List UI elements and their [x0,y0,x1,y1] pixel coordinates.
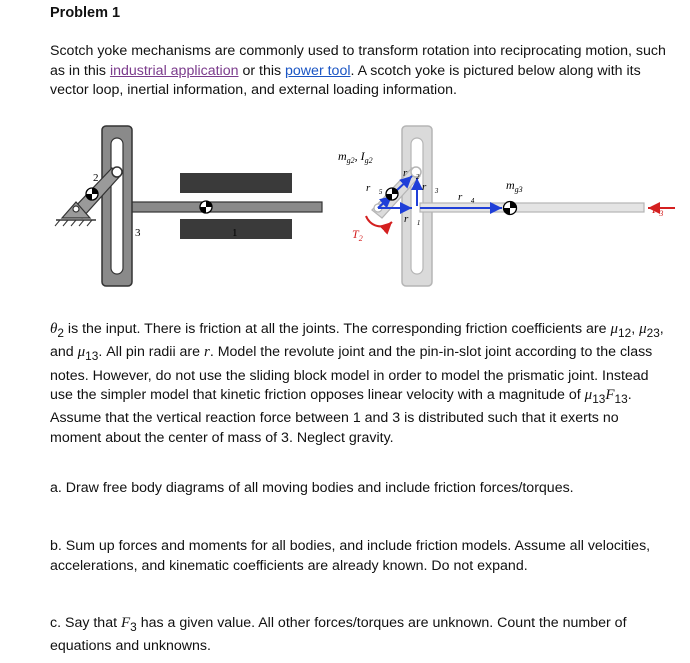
statement-text-2: , [631,321,636,337]
force-symbol: F [605,387,615,404]
label-vector-r1: $r⃗_1$ [404,213,421,227]
mu-symbol: μ [584,387,593,404]
label-link-2: 2 [93,172,99,184]
power-tool-link[interactable]: power tool [285,62,351,79]
question-c [50,614,670,657]
intro-text-3: . A scotch yoke is pictured below along with its vector loop, inertial information, and external loading information. [50,62,641,98]
f13-subscript: 13 [614,391,628,406]
radius-symbol: r [204,344,210,361]
yoke-slot [111,138,123,274]
crank-mass-center-icon [86,188,98,200]
label-force: $F_3$ [652,202,664,218]
slider-mass-center-icon [200,201,212,213]
torque-arrow [366,216,392,226]
label-vector-r4: $r⃗_4$ [458,191,475,205]
question-c-text-2: has a given value. All other forces/torques are unknown. Count the number of equations and unknowns. [50,615,627,655]
label-mass-inertia-2: $m_{g2}$, $I_{g2}$ [338,149,373,165]
intro-text-1: Scotch yoke mechanisms are commonly used to transform rotation into reciprocating motion, such as in this [50,43,666,79]
mu-symbol: μ [639,321,647,337]
mu12-subscript: 12 [618,325,632,340]
scotch-yoke-figure [40,118,680,313]
label-vector-r5: $r⃗_5$ [366,182,383,196]
f3-subscript: 3 [130,619,137,634]
crank-mass-center-icon-right [386,188,398,200]
slider-mass-center-icon-right [504,202,517,215]
slider-rod [122,202,322,212]
label-mass-3: $m_{g3}$ [506,178,523,194]
mu13-friction-subscript: 13 [592,391,606,406]
question-c-text-1: c. Say that [50,615,121,631]
problem-statement [50,320,670,448]
label-link-3: 3 [135,227,141,239]
label-vector-r2: $r⃗_2$ [403,167,420,181]
statement-text-4: . All pin radii are [98,344,204,361]
label-link-1: 1 [232,227,238,239]
statement-text-5: . Model the revolute joint and the pin-in-slot joint according to the class notes. However, do not use the sliding block model in order to model the prismatic joint. Instead use the simpler model that kinetic friction opposes linear velocity with a magnitude of [50,344,653,404]
label-vector-r3: $r⃗_3$ [422,181,439,195]
industrial-application-link[interactable]: industrial application [109,62,239,79]
label-torque: $T_2$ [352,227,363,243]
ground-guide-top [180,173,292,193]
statement-text-6: . Assume that the vertical reaction force between 1 and 3 is distributed such that it exerts no moment about the center of mass of 3. Neglect gravity. [50,387,632,446]
question-b: b. Sum up forces and moments for all bodies, and include friction models. Assume all velocities, accelerations, and kinematic coefficients are already known. Do not expand. [50,538,651,574]
theta-symbol: θ [50,321,58,337]
mu23-subscript: 23 [646,325,660,340]
statement-text-3: , and [50,321,664,361]
problem-title: Problem 1 [50,5,121,21]
right-mechanism [338,126,675,286]
mu13-subscript: 13 [85,349,99,364]
theta-subscript: 2 [57,325,64,340]
intro-text-2: or this [238,62,286,79]
mu-symbol: μ [77,344,86,361]
force-symbol-f3: F [120,615,131,631]
question-a: a. Draw free body diagrams of all moving bodies and include friction forces/torques. [50,480,574,496]
left-mechanism [55,126,322,286]
mu-symbol: μ [610,321,619,337]
crank-pin [112,167,122,177]
statement-text-1: is the input. There is friction at all the joints. The corresponding friction coefficients are [63,321,611,337]
intro-paragraph [50,42,670,101]
